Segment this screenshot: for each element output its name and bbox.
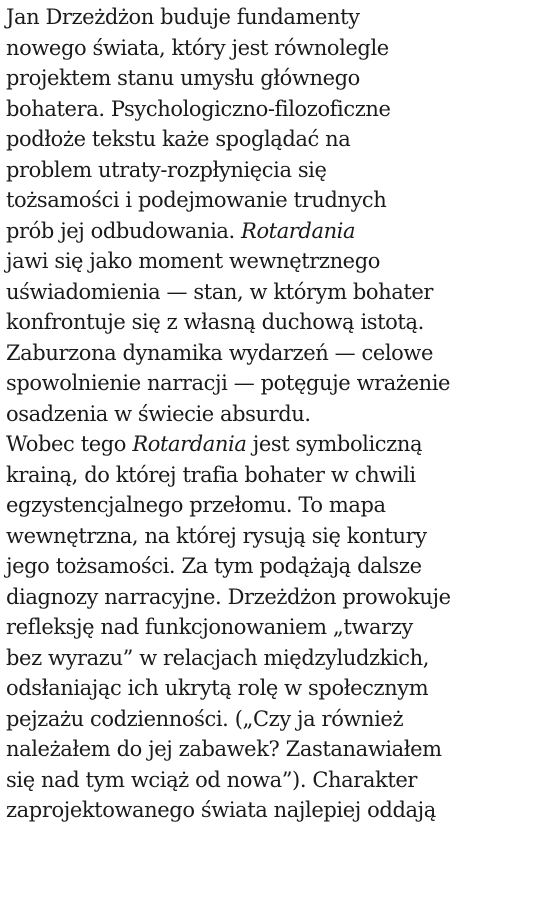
text-segment: zaprojektowanego świata najlepiej oddają	[6, 798, 436, 822]
text-segment: tożsamości i podejmowanie trudnych	[6, 188, 387, 212]
text-line	[6, 673, 536, 704]
text-line	[6, 612, 536, 643]
text-line	[6, 246, 536, 277]
text-line	[6, 2, 536, 33]
text-line	[6, 33, 536, 64]
text-line	[6, 185, 536, 216]
text-line	[6, 216, 536, 247]
text-line	[6, 338, 536, 369]
text-line	[6, 460, 536, 491]
text-segment: podłoże tekstu każe spoglądać na	[6, 127, 351, 151]
text-segment: Zaburzona dynamika wydarzeń — celowe	[6, 340, 434, 365]
text-segment: jego tożsamości. Za tym podążają dalsze	[6, 554, 422, 578]
text-segment: konfrontuje się z własną duchową istotą.	[6, 310, 424, 334]
text-segment: projektem stanu umysłu głównego	[6, 66, 360, 90]
text-segment: się nad tym wciąż od nowa”). Charakter	[6, 767, 418, 792]
text-line	[6, 94, 536, 125]
text-line	[6, 63, 536, 94]
text-segment: odsłaniając ich ukrytą rolę w społecznym	[6, 676, 429, 700]
text-segment: nowego świata, który jest równolegle	[6, 35, 389, 60]
text-line	[6, 704, 536, 735]
text-line	[6, 429, 536, 460]
text-line	[6, 795, 536, 826]
text-segment: bohatera. Psychologiczno-filozoficzne	[6, 96, 391, 121]
text-segment: Wobec tego	[6, 432, 133, 456]
text-segment: wewnętrzna, na której rysują się kontury	[6, 523, 427, 548]
text-line	[6, 399, 536, 430]
italic-title-text: Rotardania	[241, 218, 356, 243]
text-segment: pejzażu codzienności. („Czy ja również	[6, 706, 404, 731]
text-line	[6, 155, 536, 186]
article-body	[6, 2, 536, 826]
text-segment: egzystencjalnego przełomu. To mapa	[6, 493, 386, 517]
text-segment: jest symboliczną	[246, 432, 423, 456]
text-segment: jawi się jako moment wewnętrznego	[6, 249, 380, 273]
text-segment: spowolnienie narracji — potęguje wrażenie	[6, 371, 451, 395]
text-line	[6, 643, 536, 674]
text-line	[6, 551, 536, 582]
article-lines	[6, 2, 536, 826]
text-line	[6, 124, 536, 155]
text-line	[6, 765, 536, 796]
text-line	[6, 490, 536, 521]
text-segment: uświadomienia — stan, w którym bohater	[6, 279, 434, 304]
text-segment: osadzenia w świecie absurdu.	[6, 401, 311, 426]
text-segment: problem utraty-rozpłynięcia się	[6, 157, 327, 182]
text-line	[6, 307, 536, 338]
text-segment: prób jej odbudowania.	[6, 218, 242, 243]
text-line	[6, 734, 536, 765]
italic-title-text: Rotardania	[132, 432, 247, 456]
text-segment: diagnozy narracyjne. Drzeżdżon prowokuje	[6, 584, 451, 609]
text-segment: Jan Drzeżdżon buduje fundamenty	[6, 5, 360, 29]
text-segment: refleksję nad funkcjonowaniem „twarzy	[6, 615, 413, 639]
text-line	[6, 521, 536, 552]
text-segment: należałem do jej zabawek? Zastanawiałem	[6, 737, 442, 761]
text-segment: bez wyrazu” w relacjach międzyludzkich,	[6, 645, 430, 670]
text-line	[6, 368, 536, 399]
text-line	[6, 277, 536, 308]
text-line	[6, 582, 536, 613]
text-segment: krainą, do której trafia bohater w chwili	[6, 462, 416, 487]
